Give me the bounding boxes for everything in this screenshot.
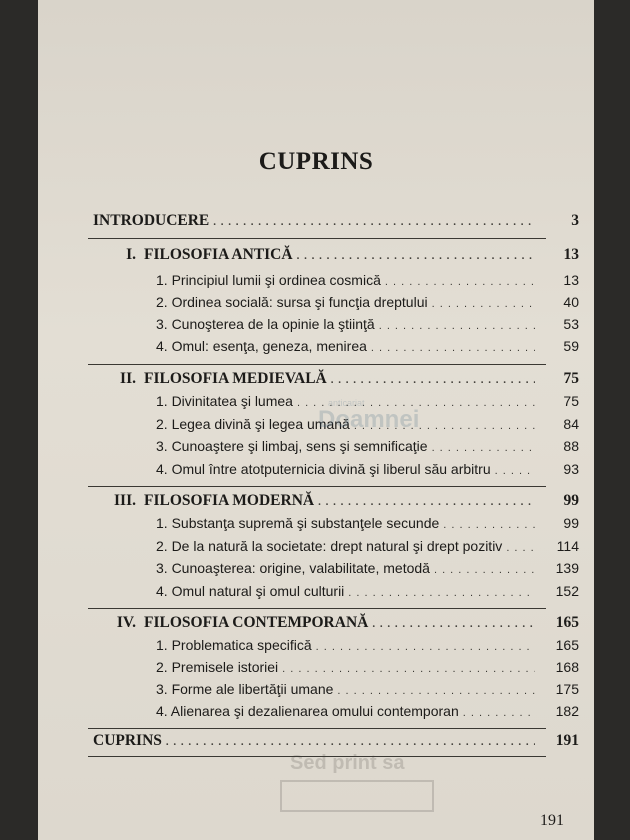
- leader-dots: [348, 588, 535, 599]
- toc-contents-label: CUPRINS: [93, 732, 162, 749]
- leader-dots: [463, 708, 535, 719]
- section-title: FILOSOFIA MODERNĂ: [144, 492, 315, 509]
- leader-dots: [371, 343, 535, 354]
- toc-item: [156, 272, 579, 288]
- toc-item: [156, 294, 579, 310]
- leader-dots: [166, 737, 535, 748]
- toc-section-3: [106, 492, 579, 510]
- leader-dots: [316, 642, 535, 653]
- toc-item: [156, 538, 579, 554]
- toc-item-page: 152: [555, 583, 579, 599]
- toc-item-page: 93: [563, 461, 579, 477]
- leader-dots: [434, 565, 535, 576]
- page-number: 191: [540, 812, 564, 829]
- toc-introduction-page: 3: [571, 212, 579, 229]
- toc-contents-page: 191: [555, 732, 579, 749]
- toc-item: [156, 659, 579, 675]
- section-page: 99: [563, 492, 579, 509]
- toc-item: [156, 316, 579, 332]
- toc-section-2: [106, 370, 579, 388]
- toc-item-page: 59: [563, 338, 579, 354]
- section-number: IV.: [116, 614, 136, 631]
- toc-item-page: 175: [555, 681, 579, 697]
- toc-item: [156, 703, 579, 719]
- leader-dots: [443, 520, 535, 531]
- toc-item-page: 165: [555, 637, 579, 653]
- toc-item-label: 3. Cunoaştere şi limbaj, sens şi semnificaţie: [156, 438, 428, 454]
- section-title: FILOSOFIA MEDIEVALĂ: [144, 370, 327, 387]
- stamp-box: [280, 780, 434, 812]
- toc-item-label: 1. Principiul lumii şi ordinea cosmică: [156, 272, 381, 288]
- toc-item-page: 114: [556, 538, 579, 554]
- leader-dots: [337, 686, 535, 697]
- leader-dots: [432, 443, 535, 454]
- section-page: 13: [563, 246, 579, 263]
- toc-item-page: 182: [555, 703, 579, 719]
- toc-item-page: 13: [563, 272, 579, 288]
- toc-item-label: 2. Legea divină şi legea umană: [156, 416, 350, 432]
- toc-item: [156, 438, 579, 454]
- section-number: II.: [120, 370, 136, 387]
- leader-dots: [385, 277, 535, 288]
- toc-item: [156, 560, 579, 576]
- leader-dots: [331, 375, 535, 386]
- section-page: 165: [555, 614, 579, 631]
- section-number: III.: [114, 492, 136, 509]
- toc-item: [156, 681, 579, 697]
- toc-item-label: 4. Omul între atotputernicia divină şi liberul său arbitru: [156, 461, 491, 477]
- toc-item: [156, 583, 579, 599]
- book-page: [38, 0, 594, 840]
- leader-dots: [297, 251, 535, 262]
- toc-item-label: 2. Premisele istoriei: [156, 659, 279, 675]
- toc-item-label: 3. Cunoşterea de la opinie la ştiinţă: [156, 316, 375, 332]
- toc-item: [156, 338, 579, 354]
- watermark-small-text: anticariat: [328, 398, 365, 408]
- toc-item: [156, 461, 579, 477]
- toc-section-4: [106, 614, 579, 632]
- toc-item-label: 1. Divinitatea şi lumea: [156, 393, 293, 409]
- leader-dots: [432, 299, 535, 310]
- divider: [88, 728, 546, 729]
- toc-item: [156, 515, 579, 531]
- leader-dots: [282, 664, 535, 675]
- section-number: I.: [126, 246, 136, 263]
- toc-contents-entry: [93, 732, 579, 750]
- toc-item-page: 53: [563, 316, 579, 332]
- toc-item: [156, 637, 579, 653]
- toc-section-1: [106, 246, 579, 264]
- toc-item-label: 4. Omul: esenţa, geneza, menirea: [156, 338, 367, 354]
- toc-item-page: 99: [563, 515, 579, 531]
- toc-item-label: 2. De la natură la societate: drept natural şi drept pozitiv: [156, 538, 503, 554]
- divider: [88, 238, 546, 239]
- toc-introduction-label: INTRODUCERE: [93, 212, 210, 229]
- toc-item-label: 4. Omul natural şi omul culturii: [156, 583, 345, 599]
- divider: [88, 608, 546, 609]
- leader-dots: [379, 321, 535, 332]
- leader-dots: [372, 619, 535, 630]
- section-page: 75: [563, 370, 579, 387]
- watermark-logo: [256, 398, 446, 438]
- stamp-text: Sed print sa: [290, 752, 405, 774]
- page-title: CUPRINS: [258, 148, 374, 175]
- toc-item-label: 1. Substanţa supremă şi substanţele secunde: [156, 515, 440, 531]
- section-title: FILOSOFIA CONTEMPORANĂ: [144, 614, 369, 631]
- leader-dots: [506, 543, 535, 554]
- toc-item-label: 1. Problematica specifică: [156, 637, 312, 653]
- toc-item-page: 139: [555, 560, 579, 576]
- toc-item-page: 168: [555, 659, 579, 675]
- toc-item-label: 2. Ordinea socială: sursa şi funcţia dreptului: [156, 294, 428, 310]
- toc-item-page: 88: [563, 438, 579, 454]
- section-title: FILOSOFIA ANTICĂ: [144, 246, 293, 263]
- leader-dots: [318, 497, 535, 508]
- toc-item-label: 3. Cunoaşterea: origine, valabilitate, metodă: [156, 560, 430, 576]
- toc-item-label: 4. Alienarea şi dezalienarea omului contemporan: [156, 703, 459, 719]
- leader-dots: [213, 217, 535, 228]
- toc-item-page: 40: [563, 294, 579, 310]
- divider: [88, 486, 546, 487]
- divider: [88, 364, 546, 365]
- toc-item-page: 84: [563, 416, 579, 432]
- toc-item-page: 75: [563, 393, 579, 409]
- toc-item-label: 3. Forme ale libertăţii umane: [156, 681, 334, 697]
- watermark-big-text: Doamnei: [318, 406, 420, 433]
- toc-introduction: [93, 212, 579, 230]
- leader-dots: [495, 466, 535, 477]
- faded-stamp: [260, 752, 430, 810]
